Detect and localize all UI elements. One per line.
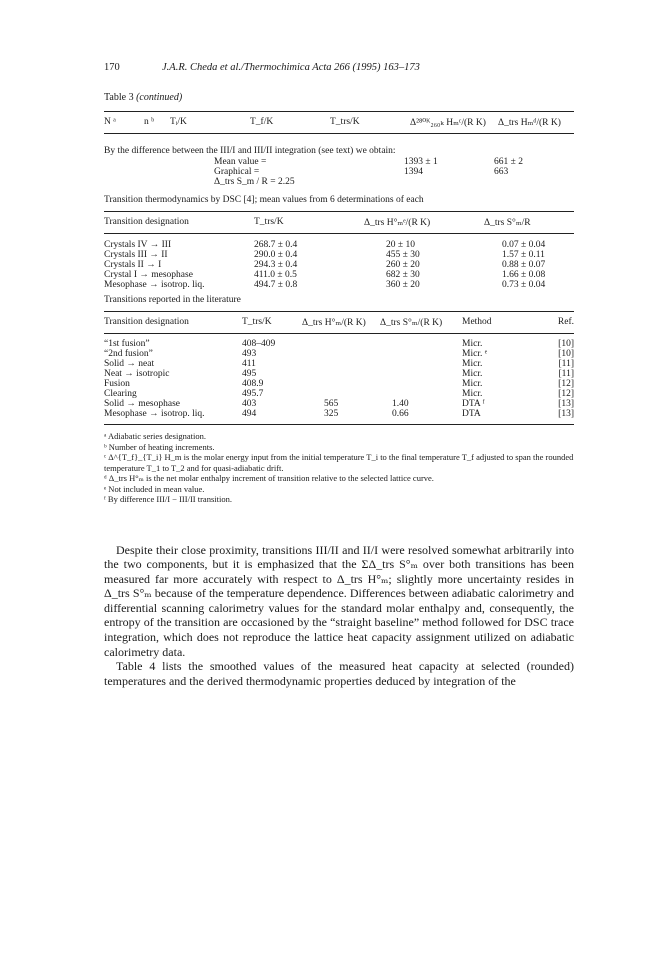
lit-cell: [13] <box>558 399 574 409</box>
lit-row <box>104 349 574 359</box>
col-n: n ᵇ <box>144 117 155 127</box>
page-header <box>104 62 574 76</box>
lit-cell: [11] <box>558 359 574 369</box>
lit-cell: Mesophase → isotrop. liq. <box>104 409 205 419</box>
lit-cell: Solid → mesophase <box>104 399 180 409</box>
lit-col-ref: Ref. <box>557 316 574 327</box>
difference-values <box>104 157 574 187</box>
col-Ti: Tᵢ/K <box>170 117 187 127</box>
dsc-caption: Transition thermodynamics by DSC [4]; mean values from 6 determinations of each <box>104 195 424 205</box>
dsc-col-dH: Δ_trs H°ₘᵉ/(R K) <box>364 218 431 228</box>
lit-cell: 411 <box>242 359 256 369</box>
lit-cell: [12] <box>558 389 574 399</box>
lit-col-designation: Transition designation <box>104 316 189 327</box>
lit-cell: 494 <box>242 409 257 419</box>
lit-cell: 493 <box>242 349 257 359</box>
table3-caption-prefix: Table 3 <box>104 92 137 103</box>
lit-cell: 495.7 <box>242 389 264 399</box>
lit-cell <box>380 349 462 359</box>
literature-table <box>104 311 574 426</box>
footnote-e: ᵉ Not included in mean value. <box>104 483 205 494</box>
lit-cell <box>302 369 380 379</box>
lit-cell: Neat → isotropic <box>104 369 170 379</box>
lit-cell: 1.40 <box>392 399 409 409</box>
col-N: N ᵃ <box>104 117 116 127</box>
lit-row <box>104 339 574 349</box>
mean-label: Mean value = <box>214 157 267 167</box>
lit-row <box>104 379 574 389</box>
footnotes <box>104 431 574 505</box>
lit-col-dS: Δ_trs S°ₘ/(R K) <box>380 317 443 328</box>
lit-cell: 0.66 <box>392 409 409 419</box>
dsc-cell: Crystals III → II <box>104 249 168 260</box>
dsc-cell: 494.7 ± 0.8 <box>254 279 298 290</box>
lit-cell <box>380 369 462 379</box>
dsc-cell: 411.0 ± 0.5 <box>254 269 297 280</box>
lit-cell: Micr. <box>462 379 483 389</box>
lit-cell: [12] <box>558 379 574 389</box>
lit-cell: 408–409 <box>242 339 276 349</box>
lit-cell: Micr. <box>462 389 483 399</box>
dsc-cell: 0.73 ± 0.04 <box>502 279 546 290</box>
dsc-col-dS: Δ_trs S°ₘ/R <box>484 218 531 228</box>
mean-value-2: 661 ± 2 <box>494 157 523 167</box>
lit-cell <box>302 389 380 399</box>
footnote-c: ᶜ Δ^{T_f}_{T_i} H_m is the molar energy input from the initial temperature T_i to the final temperature T_f adjusted to span the rounded temperature T_1 to T_2 and for quasi-adiabatic drift. <box>104 452 574 473</box>
dsc-cell: 1.57 ± 0.11 <box>502 249 545 260</box>
lit-cell: DTA ᶠ <box>462 399 485 409</box>
dsc-cell: 260 ± 20 <box>386 259 420 270</box>
dsc-cell: Mesophase → isotrop. liq. <box>104 279 205 290</box>
dsc-cell: 20 ± 10 <box>386 239 415 250</box>
lit-cell <box>302 349 380 359</box>
literature-caption: Transitions reported in the literature <box>104 294 241 305</box>
lit-cell: Micr. <box>462 369 483 379</box>
lit-cell: “2nd fusion” <box>104 349 153 359</box>
mean-value-1: 1393 ± 1 <box>404 157 438 167</box>
difference-block <box>104 146 574 187</box>
page <box>104 62 574 688</box>
lit-cell: Fusion <box>104 379 130 389</box>
dsc-row <box>104 240 574 250</box>
dsc-table <box>104 211 574 290</box>
dsc-cell: Crystal I → mesophase <box>104 269 193 280</box>
table3-caption-suffix: (continued) <box>136 92 183 103</box>
lit-cell <box>380 339 462 349</box>
lit-col-dH: Δ_trs H°ₘ/(R K) <box>302 317 366 328</box>
lit-cell: [11] <box>558 369 574 379</box>
lit-cell: [13] <box>558 409 574 419</box>
dsc-cell: 0.07 ± 0.04 <box>502 239 546 250</box>
lit-row <box>104 359 574 369</box>
lit-cell: Micr. <box>462 359 483 369</box>
lit-cell <box>380 379 462 389</box>
entropy-ratio: Δ_trs S_m / R = 2.25 <box>214 177 295 187</box>
dsc-cell: Crystals II → I <box>104 259 162 270</box>
lit-cell <box>380 359 462 369</box>
lit-cell: 403 <box>242 399 257 409</box>
difference-intro: By the difference between the III/I and III/II integration (see text) we obtain: <box>104 146 396 156</box>
col-dH-span: Δ²⁸⁰ᴷ₂₆₀ₖ Hₘᶜ/(R K) <box>410 118 486 128</box>
table3-caption <box>104 92 574 103</box>
lit-cell: 325 <box>324 409 339 419</box>
dsc-cell: 294.3 ± 0.4 <box>254 259 298 270</box>
dsc-cell: 682 ± 30 <box>386 269 420 280</box>
dsc-cell: 455 ± 30 <box>386 249 420 260</box>
lit-cell: Micr. <box>462 339 483 349</box>
lit-cell: 565 <box>324 399 339 409</box>
lit-row <box>104 399 574 409</box>
body-text <box>104 543 574 689</box>
lit-cell: 408.9 <box>242 379 264 389</box>
body-paragraph-1: Despite their close proximity, transitions III/II and II/I were resolved somewhat arbitrarily into the two components, but it is emphasized that the ΣΔ_trs S°ₘ over both transitions has been measured far more accurately with respect to Δ_trs H°ₘ; slightly more uncertainty resides in Δ_trs S°ₘ because of the temperature dependence. Differences between adiabatic calorimetry and differential scanning calorimetry values for the standard molar enthalpy and, consequently, the entropy of the transition are occasioned by the “straight baseline” method followed for DSC trace integration, which does not reproduce the lattice heat capacity assignment utilized on adiabatic calorimetry data. <box>104 542 574 659</box>
dsc-cell: 0.88 ± 0.07 <box>502 259 546 270</box>
col-Tf: T_f/K <box>250 117 274 127</box>
lit-cell: “1st fusion” <box>104 339 150 349</box>
dsc-cell: 268.7 ± 0.4 <box>254 239 298 250</box>
dsc-col-designation: Transition designation <box>104 217 189 227</box>
running-head: J.A.R. Cheda et al./Thermochimica Acta 266 (1995) 163–173 <box>162 62 420 73</box>
dsc-cell: Crystals IV → III <box>104 239 172 250</box>
footnote-a: ᵃ Adiabatic series designation. <box>104 431 206 441</box>
lit-row <box>104 389 574 399</box>
col-Ttrs: T_trs/K <box>330 117 360 127</box>
table3-header <box>104 111 574 134</box>
col-dH-trs: Δ_trs Hₘᵈ/(R K) <box>498 118 561 128</box>
dsc-row <box>104 270 574 280</box>
lit-cell <box>302 359 380 369</box>
graphical-label: Graphical = <box>214 167 260 177</box>
lit-cell: Solid → neat <box>104 359 155 369</box>
dsc-row <box>104 280 574 290</box>
graphical-value-2: 663 <box>494 167 509 177</box>
lit-row <box>104 409 574 425</box>
footnote-b: ᵇ Number of heating increments. <box>104 441 215 452</box>
dsc-cell: 1.66 ± 0.08 <box>502 269 546 280</box>
lit-cell: [10] <box>558 339 574 349</box>
dsc-cell: 290.0 ± 0.4 <box>254 249 298 260</box>
dsc-row <box>104 250 574 260</box>
lit-cell: [10] <box>558 349 574 359</box>
footnote-f: ᶠ By difference III/I − III/II transition. <box>104 494 232 504</box>
lit-cell: Clearing <box>104 389 137 399</box>
lit-row <box>104 369 574 379</box>
graphical-value-1: 1394 <box>404 167 423 177</box>
footnote-d: ᵈ Δ_trs H°ₘ is the net molar enthalpy increment of transition relative to the selected lattice curve. <box>104 473 434 483</box>
lit-cell <box>302 379 380 389</box>
lit-cell: Micr. ᵉ <box>462 349 488 359</box>
lit-col-ttrs: T_trs/K <box>242 316 272 327</box>
lit-cell <box>302 339 380 349</box>
lit-col-method: Method <box>462 316 492 327</box>
dsc-cell: 360 ± 20 <box>386 279 420 290</box>
page-number: 170 <box>104 62 120 73</box>
lit-cell <box>380 389 462 399</box>
lit-cell: 495 <box>242 369 257 379</box>
lit-cell: DTA <box>462 409 481 419</box>
dsc-col-ttrs: T_trs/K <box>254 217 284 227</box>
dsc-row <box>104 260 574 270</box>
body-paragraph-2: Table 4 lists the smoothed values of the measured heat capacity at selected (rounded) temperatures and the derived thermodynamic properties deduced by integration of the <box>104 659 574 688</box>
